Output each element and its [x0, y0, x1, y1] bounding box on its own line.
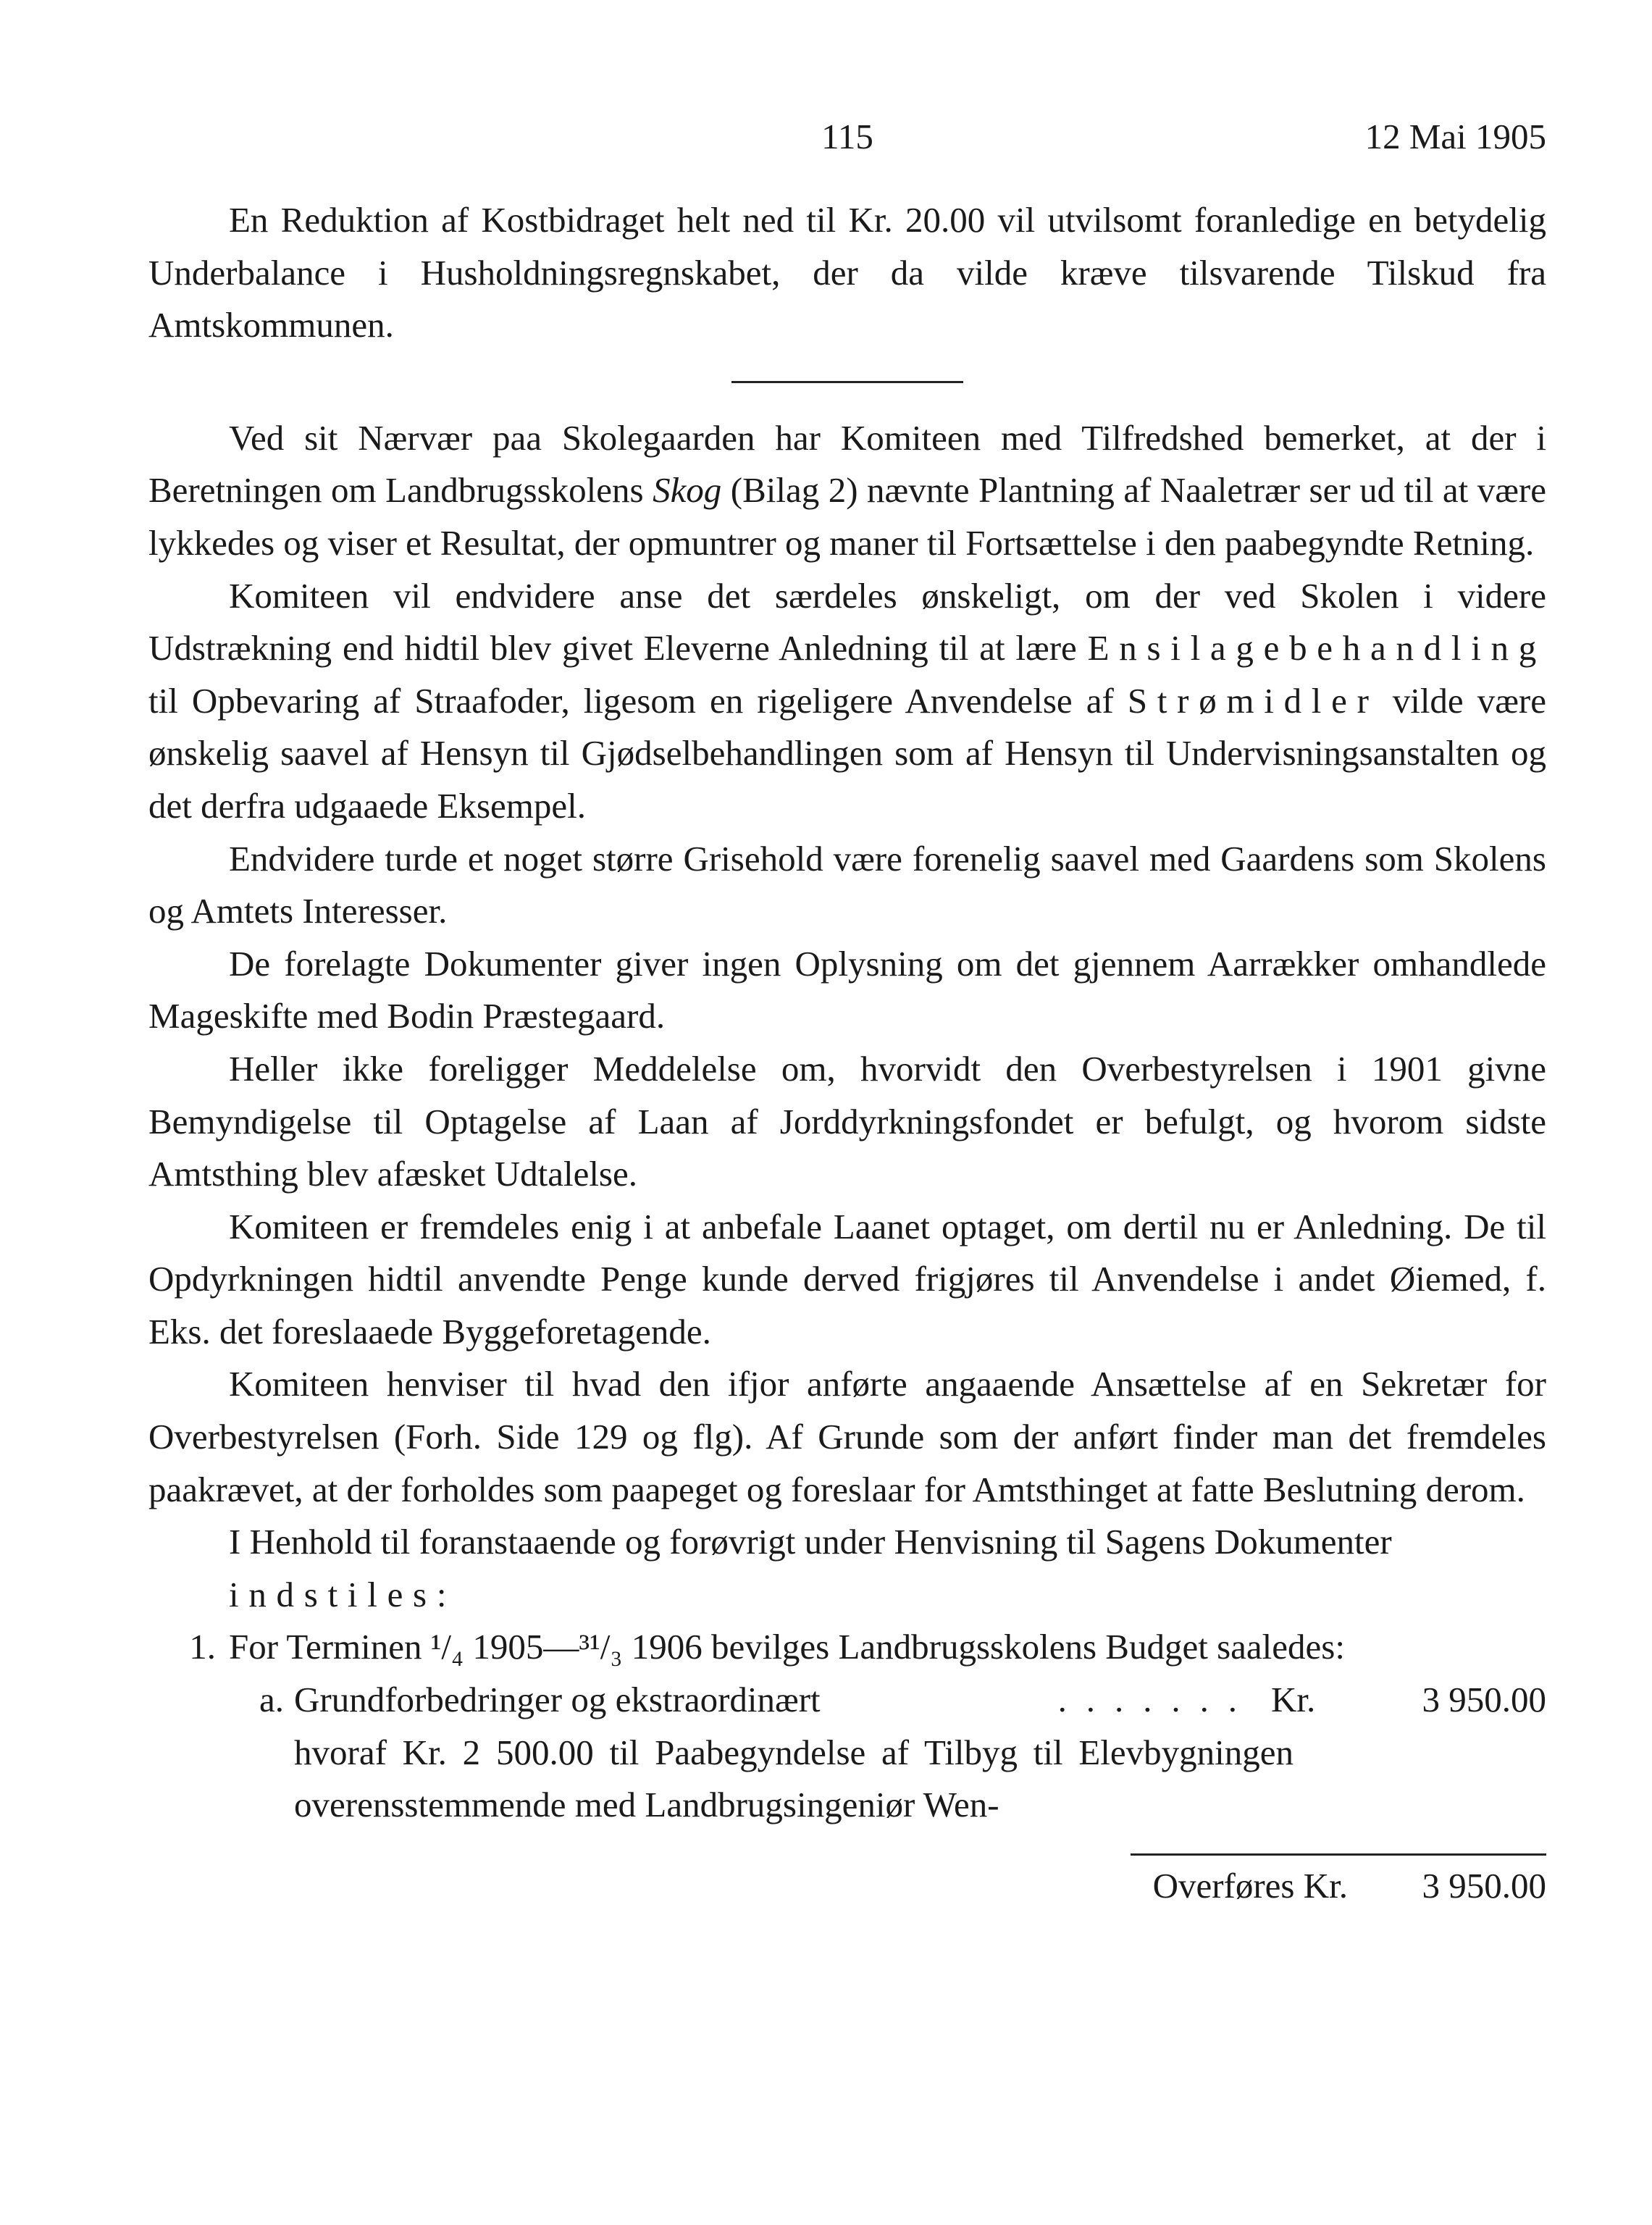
leader-dots: ....... [1057, 1680, 1257, 1720]
budget-line-content [294, 1674, 1546, 1727]
budget-amount: 3 950.00 [1422, 1680, 1546, 1720]
budget-line-a-continuation: hvoraf Kr. 2 500.00 til Paabegyndelse af Tilbyg til Elevbygningen overensstemmende med Landbrugsingeniør Wen- [294, 1732, 1293, 1825]
paragraph-3-spaced-term-2: Strømidler [1127, 680, 1379, 721]
paragraph-2 [148, 412, 1546, 570]
section-divider [731, 381, 963, 383]
document-body [148, 194, 1546, 1912]
paragraph-5: De forelagte Dokumenter giver ingen Oplysning om det gjennem Aarrækker omhandlede Mageskifte med Bodin Præstegaard. [148, 943, 1546, 1036]
paragraph-3 [148, 570, 1546, 833]
header-date: 12 Mai 1905 [1364, 117, 1546, 156]
paragraph-3-text-a: Komiteen vil endvidere anse det særdeles ønskeligt, om der ved Skolen i videre Udstrækning end hidtil blev givet Eleverne Anledning til at lære [148, 575, 1546, 669]
paragraph-2-text-b: (Bilag 2) nævnte Plantning af Naaletrær ser ud til at være lykkedes og viser et Resultat, der opmuntrer og maner til Fortsættelse i den paabegyndte Retning. [148, 470, 1546, 563]
paragraph-1: En Reduktion af Kostbidraget helt ned til Kr. 20.00 vil utvilsomt foranledige en betydelig Underbalance i Husholdningsregnskabet, der da vilde kræve tilsvarende Tilskud fra Amtskommunen. [148, 200, 1546, 345]
currency-label: Kr. [1271, 1680, 1316, 1720]
paragraph-9: I Henhold til foranstaaende og forøvrigt under Henvisning til Sagens Dokumenter [229, 1522, 1392, 1562]
paragraph-3-text-b: til Opbevaring af Straafoder, ligesom en rigeligere Anvendelse af [148, 680, 1128, 721]
budget-line-a [229, 1674, 1546, 1727]
resolution-item-1 [148, 1621, 1546, 1674]
page-number: 115 [821, 117, 873, 156]
paragraph-3-text-c: vilde være ønskelig saavel af Hensyn til Gjødselbehandlingen som af Hensyn til Undervisningsanstalten og det derfra udgaaede Eksempel. [148, 680, 1546, 826]
paragraph-8: Komiteen henviser til hvad den ifjor anførte angaaende Ansættelse af en Sekretær for Overbestyrelsen (Forh. Side 129 og flg). Af Grunde som der anført finder man det fremdeles paakrævet, at der forholdes som paapeget og foreslaar for Amtsthinget at fatte Beslutning derom. [148, 1364, 1546, 1509]
item-number: 1. [189, 1627, 216, 1667]
budget-line-letter: a. [259, 1680, 284, 1720]
paragraph-7: Komiteen er fremdeles enig i at anbefale Laanet optaget, om dertil nu er Anledning. De til Opdyrkningen hidtil anvendte Penge kunde derved frigjøres til Anvendelse i andet Øiemed, f. Eks. det foreslaaede Byggeforetagende. [148, 1206, 1546, 1352]
carry-over-label: Overføres Kr. [1152, 1865, 1348, 1906]
carry-over-amount: 3 950.00 [1422, 1865, 1546, 1906]
resolution-heading: indstiles: [229, 1574, 457, 1614]
paragraph-2-italic: Skog [653, 470, 722, 511]
paragraph-3-spaced-term-1: Ensilagebehandling [1087, 628, 1546, 669]
paragraph-4: Endvidere turde et noget større Grisehold være forenelig saavel med Gaardens som Skolens og Amtets Interesser. [148, 838, 1546, 931]
carry-over [148, 1860, 1546, 1913]
carry-over-rule [1131, 1853, 1546, 1856]
page-header [148, 116, 1546, 167]
item-text: For Terminen ¹/₄ 1905—³¹/₃ 1906 bevilges Landbrugsskolens Budget saaledes: [229, 1627, 1345, 1667]
paragraph-2-text-a: Ved sit Nærvær paa Skolegaarden har Komiteen med Tilfredshed bemerket, at der i Beretningen om Landbrugsskolens [148, 417, 1546, 511]
paragraph-6: Heller ikke foreligger Meddelelse om, hvorvidt den Overbestyrelsen i 1901 givne Bemyndigelse til Optagelse af Laan af Jorddyrkningsfondet er befulgt, og hvorom sidste Amtsthing blev afæsket Udtalelse. [148, 1048, 1546, 1194]
budget-line-label: Grundforbedringer og ekstraordinært [294, 1680, 821, 1720]
